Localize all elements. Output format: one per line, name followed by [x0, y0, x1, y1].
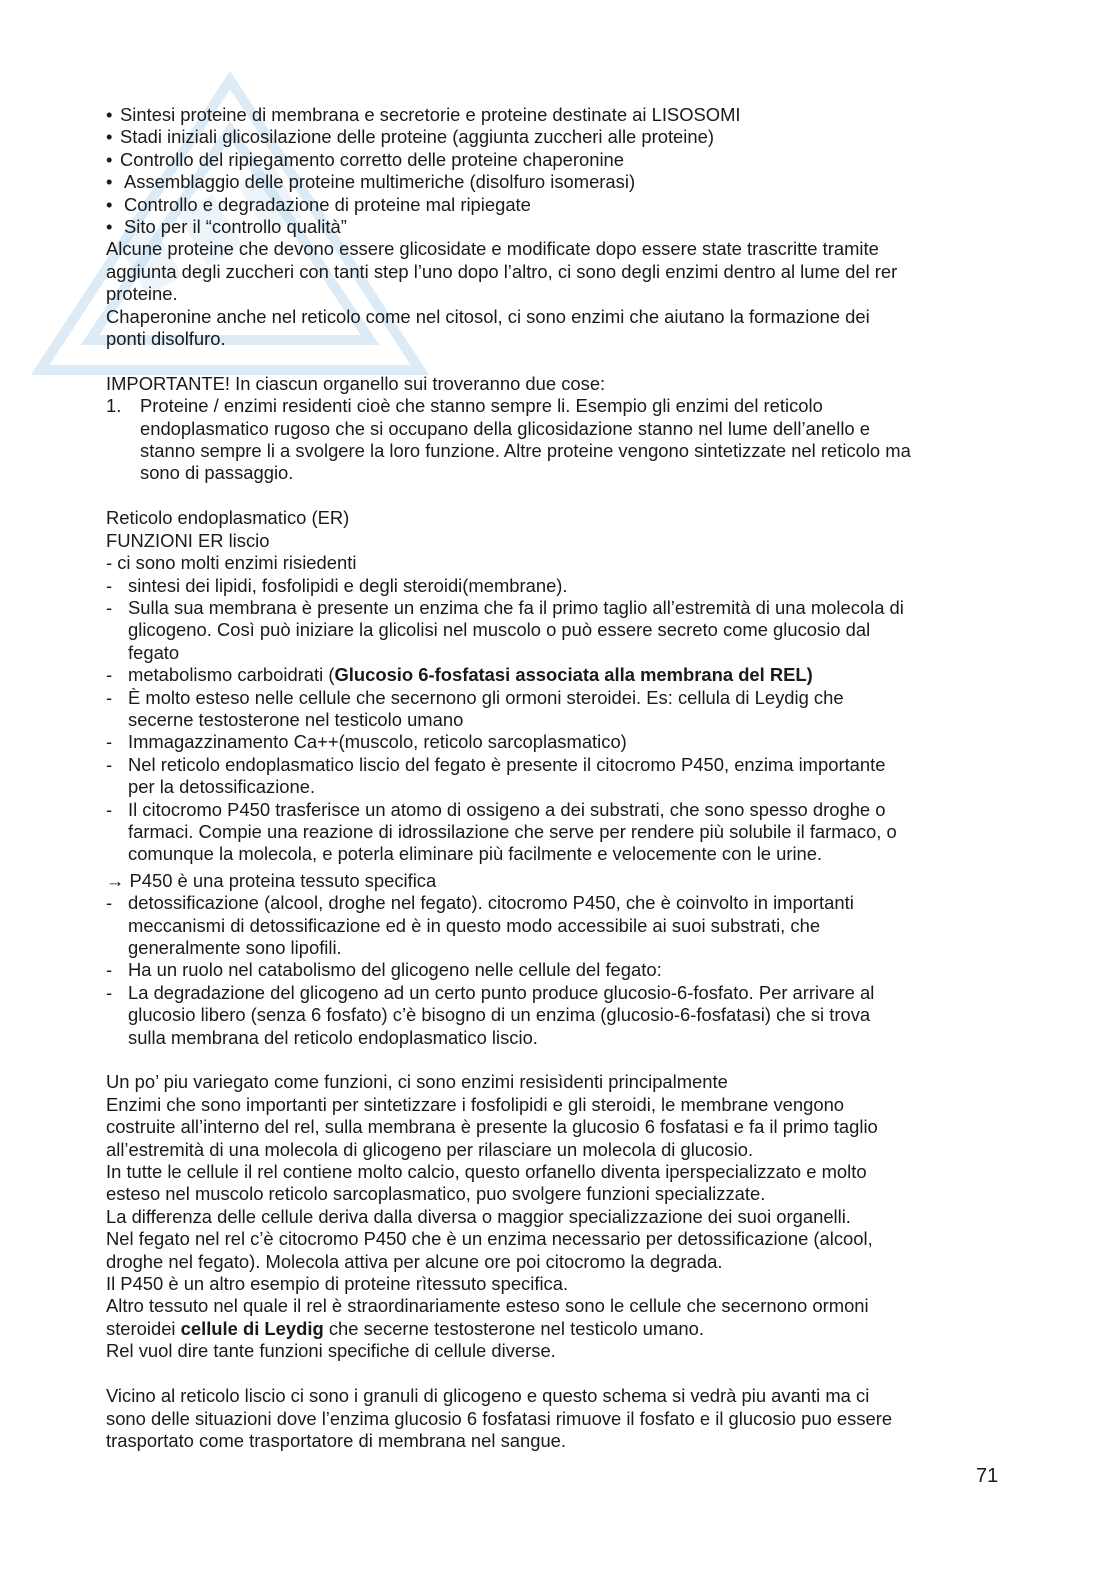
bullet-list-2: [106, 171, 1016, 238]
list-item: • Controllo e degradazione di proteine mal ripiegate: [106, 193, 531, 215]
page-content: [106, 104, 1016, 1452]
text-line: Proteine / enzimi residenti cioè che stanno sempre li. Esempio gli enzimi del reticolo: [140, 395, 823, 417]
section-title: Reticolo endoplasmatico (ER): [106, 507, 350, 529]
text-line: La differenza delle cellule deriva dalla diversa o maggior specializzazione dei suoi organelli.: [106, 1205, 851, 1227]
list-item: • Controllo del ripiegamento corretto delle proteine chaperonine: [106, 148, 625, 170]
text-line: steroidei cellule di Leydig che secerne testosterone nel testicolo umano.: [106, 1317, 704, 1339]
list-item: - Immagazzinamento Ca++(muscolo, reticolo sarcoplasmatico): [106, 731, 627, 753]
text-line: Vicino al reticolo liscio ci sono i granuli di glicogeno e questo schema si vedrà piu avanti ma ci: [106, 1385, 870, 1407]
list-item: • Sintesi proteine di membrana e secretorie e proteine destinate ai LISOSOMI: [106, 104, 741, 125]
text-line: Enzimi che sono importanti per sintetizzare i fosfolipidi e gli steroidi, le membrane vengono: [106, 1093, 845, 1115]
list-item: - sintesi dei lipidi, fosfolipidi e degli steroidi(membrane).: [106, 574, 568, 596]
list-item: - Il citocromo P450 trasferisce un atomo di ossigeno a dei substrati, che sono spesso droghe o farmaci. Compie una reazione di idrossilazione che serve per rendere più solubile il farmaco, o comunque la molecola, e poterla eliminare più facilmente e velocemente con le urine.: [106, 798, 897, 865]
section-subtitle: FUNZIONI ER liscio: [106, 529, 270, 551]
paragraph-2: [106, 1071, 1016, 1362]
bullet-list-1: [106, 104, 1016, 171]
text-line: esteso nel muscolo reticolo sarcoplasmatico, puo svolgere funzioni specializzate.: [106, 1183, 766, 1205]
section-note: - ci sono molti enzimi risiedenti: [106, 552, 357, 574]
text-line: endoplasmatico rugoso che si occupano della glicosidazione stanno nel lume dell’anello e: [140, 417, 870, 439]
text-line: Nel fegato nel rel c’è citocromo P450 che è un enzima necessario per detossificazione (alcool,: [106, 1228, 873, 1250]
text-line: Rel vuol dire tante funzioni specifiche di cellule diverse.: [106, 1340, 556, 1362]
text-line: Chaperonine anche nel reticolo come nel citosol, ci sono enzimi che aiutano la formazione dei: [106, 305, 870, 327]
list-item: • Sito per il “controllo qualità”: [106, 216, 347, 238]
text-line: Altro tessuto nel quale il rel è straordinariamente esteso sono le cellule che secernono ormoni: [106, 1295, 869, 1317]
list-item: - La degradazione del glicogeno ad un certo punto produce glucosio-6-fosfato. Per arrivare al glucosio libero (senza 6 fosfato) c’è bisogno di un enzima (glucosio-6-fosfatasi) che si trova sulla membrana del reticolo endoplasmatico liscio.: [106, 981, 875, 1048]
text-line: all’estremità di una molecola di glicogeno per rilasciare un molecola di glucosio.: [106, 1138, 754, 1160]
bold-text: Glucosio 6-fosfatasi associata alla membrana del REL): [334, 664, 813, 686]
text-line: Un po’ piu variegato come funzioni, ci sono enzimi resisìdenti principalmente: [106, 1071, 728, 1093]
paragraph-3: [106, 1385, 1016, 1452]
list-item: • Stadi iniziali glicosilazione delle proteine (aggiunta zuccheri alle proteine): [106, 126, 714, 148]
list-item: - È molto esteso nelle cellule che secernono gli ormoni steroidei. Es: cellula di Leydig che secerne testosterone nel testicolo umano: [106, 686, 844, 730]
text-line: sono delle situazioni dove l’enzima glucosio 6 fosfatasi rimuove il fosfato e il glucosio puo essere: [106, 1407, 893, 1429]
list-item: - Ha un ruolo nel catabolismo del glicogeno nelle cellule del fegato:: [106, 959, 662, 981]
list-item: - Nel reticolo endoplasmatico liscio del fegato è presente il citocromo P450, enzima importante per la detossificazione.: [106, 753, 886, 798]
text-line: proteine.: [106, 283, 178, 305]
list-item: - metabolismo carboidrati (Glucosio 6-fosfatasi associata alla membrana del REL): [106, 664, 813, 686]
text-line: aggiunta degli zuccheri con tanti step l’uno dopo l’altro, ci sono degli enzimi dentro al lume del rer: [106, 260, 898, 282]
text-line: Il P450 è un altro esempio di proteine rìtessuto specifica.: [106, 1273, 569, 1295]
text-line: In tutte le cellule il rel contiene molto calcio, questo orfanello diventa iperspecializzato e molto: [106, 1161, 867, 1183]
bold-text: cellule di Leydig: [180, 1317, 324, 1339]
text-line: trasportato come trasportatore di membrana nel sangue.: [106, 1429, 567, 1451]
list-item: - detossificazione (alcool, droghe nel fegato). citocromo P450, che è coinvolto in importanti meccanismi di detossificazione ed è in questo modo accessibile ai suoi substrati, che generalmente sono lipofili.: [106, 892, 854, 958]
numbered-item: 1. Proteine / enzimi residenti cioè che stanno sempre li. Esempio gli enzimi del reticolo endoplasmatico rugoso che si occupano della glicosidazione stanno nel lume dell’anello e stanno sempre li a svolgere la loro funzione. Altre proteine vengono sintetizzate nel reticolo ma sono di passaggio.: [106, 395, 911, 484]
text-line: sono di passaggio.: [140, 462, 294, 484]
text-line: ponti disolfuro.: [106, 328, 226, 350]
important-intro: IMPORTANTE! In ciascun organello sui troveranno due cose:: [106, 372, 606, 394]
paragraph-1: [106, 238, 1016, 350]
text-line: costruite all’interno del rel, sulla membrana è presente la glucosio 6 fosfatasi e fa il primo taglio: [106, 1116, 878, 1138]
arrow-line: → P450 è una proteina tessuto specifica: [106, 869, 437, 891]
text-line: droghe nel fegato). Molecola attiva per alcune ore poi citocromo la degrada.: [106, 1250, 723, 1272]
text-line: stanno sempre li a svolgere la loro funzione. Altre proteine vengono sintetizzate nel reticolo ma: [140, 440, 911, 462]
list-item: • Assemblaggio delle proteine multimeriche (disolfuro isomerasi): [106, 171, 636, 193]
text-line: Alcune proteine che devono essere glicosidate e modificate dopo essere state trascritte tramite: [106, 238, 879, 260]
page-number: 71: [976, 1465, 999, 1487]
list-item: - Sulla sua membrana è presente un enzima che fa il primo taglio all’estremità di una molecola di glicogeno. Così può iniziare la glicolisi nel muscolo o può essere secreto come glucosio dal fegato: [106, 596, 904, 663]
